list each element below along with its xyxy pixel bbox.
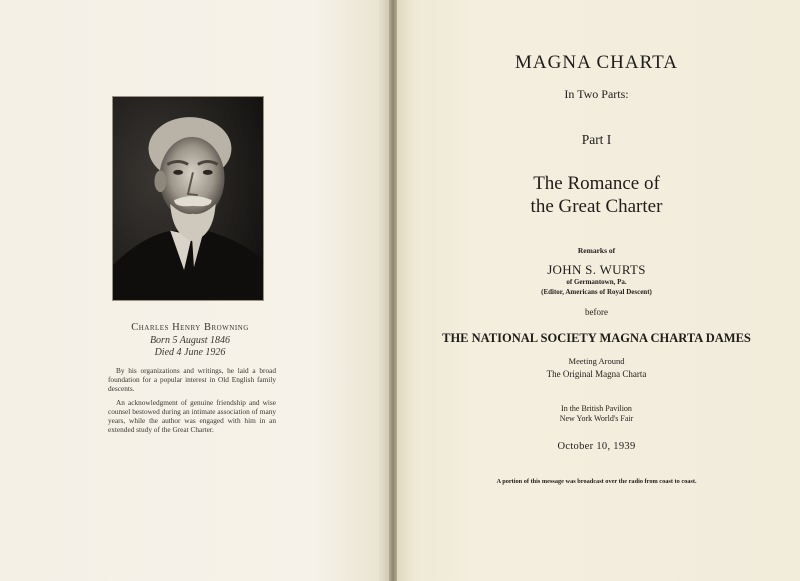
part-heading: Part I bbox=[581, 132, 612, 147]
portrait-caption-died: Died 4 June 1926 bbox=[154, 347, 226, 358]
meeting-line-1: Meeting Around bbox=[568, 356, 625, 366]
author-name: JOHN S. WURTS bbox=[547, 262, 646, 277]
part-title-line-1: The Romance of bbox=[533, 173, 660, 194]
book-title: MAGNA CHARTA bbox=[515, 52, 678, 73]
dedication-paragraph-2: An acknowledgment of genuine friendship and wise counsel bestowed during an intimate association of many years, while the author was engaged with him in an extended study of the Great Charter. bbox=[108, 398, 276, 434]
portrait-image bbox=[113, 97, 263, 300]
meeting-line-2: The Original Magna Charta bbox=[546, 369, 647, 379]
event-date: October 10, 1939 bbox=[557, 441, 636, 452]
before-label: before bbox=[585, 307, 608, 317]
author-affiliation-2: (Editor, Americans of Royal Descent) bbox=[541, 288, 652, 296]
society-name: THE NATIONAL SOCIETY MAGNA CHARTA DAMES bbox=[442, 331, 751, 345]
portrait-caption-born: Born 5 August 1846 bbox=[149, 335, 231, 346]
portrait-photo bbox=[112, 96, 264, 301]
author-affiliation-1: of Germantown, Pa. bbox=[566, 278, 627, 286]
broadcast-note: A portion of this message was broadcast over the radio from coast to coast. bbox=[496, 478, 697, 485]
portrait-caption-name: Charles Henry Browning bbox=[131, 322, 249, 333]
book-subtitle: In Two Parts: bbox=[564, 87, 629, 101]
part-title bbox=[393, 172, 800, 218]
remarks-label: Remarks of bbox=[577, 246, 616, 255]
part-title-line-2: the Great Charter bbox=[530, 196, 663, 217]
venue-line-1: In the British Pavilion bbox=[561, 404, 632, 413]
venue-line-2: New York World's Fair bbox=[559, 414, 634, 423]
dedication-paragraph-1: By his organizations and writings, he laid a broad foundation for a popular interest in Old English family descents. bbox=[108, 366, 276, 393]
